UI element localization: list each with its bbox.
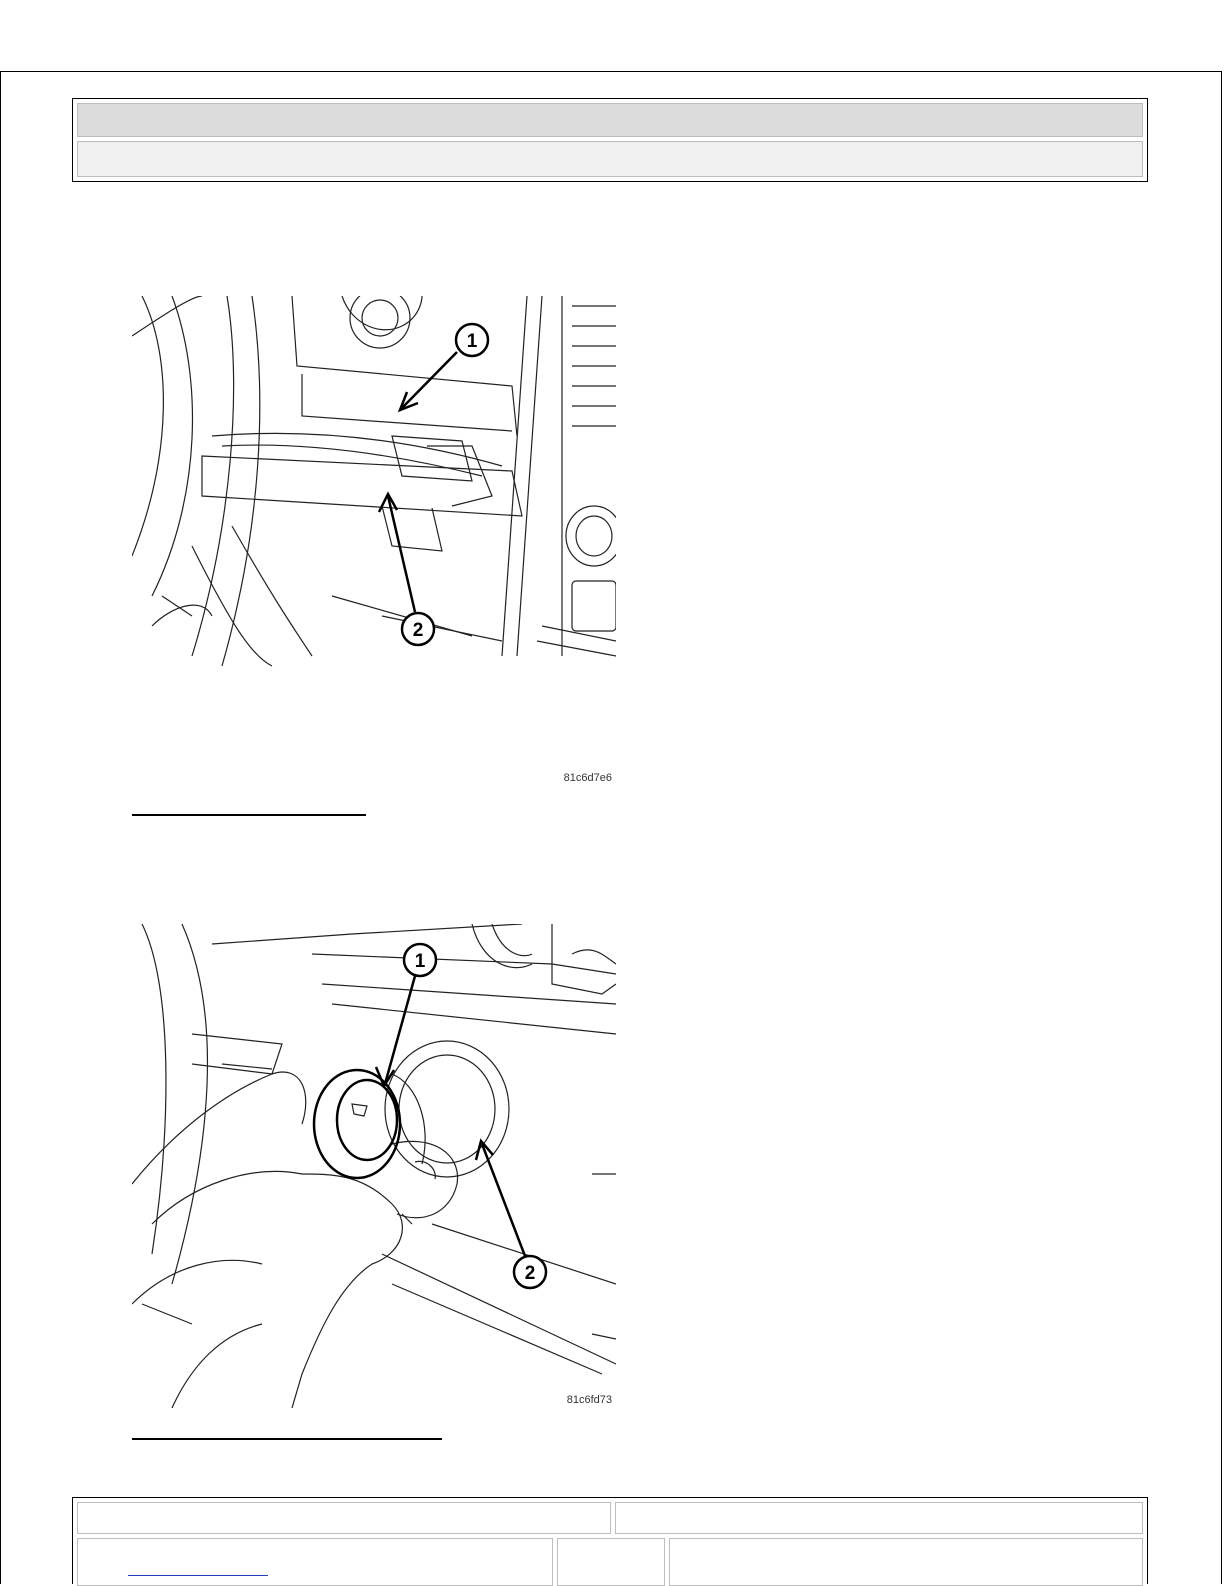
figure-1-code: 81c6d7e6 <box>563 772 612 784</box>
header-table <box>72 98 1148 182</box>
figure-2-drawing <box>132 924 616 1408</box>
footer-left-top <box>77 1502 611 1534</box>
footer-right-top <box>615 1502 1143 1534</box>
figure-1-callout-1: 1 <box>466 331 478 352</box>
figure-2-code: 81c6fd73 <box>566 1394 612 1406</box>
figure-2-caption[interactable] <box>132 1418 442 1440</box>
figure-1-drawing <box>132 296 616 786</box>
header-subtitle <box>77 141 1143 177</box>
figure-1-illustration <box>132 296 616 786</box>
figure-2-callout-2: 2 <box>524 1263 536 1284</box>
footer-page-cell <box>557 1538 665 1586</box>
footer-link[interactable] <box>128 1555 268 1576</box>
figure-1-caption[interactable] <box>132 794 366 816</box>
header-title <box>77 103 1143 137</box>
figure-1-callout-2: 2 <box>412 620 424 641</box>
footer-right-bottom <box>669 1538 1143 1586</box>
footer-link-cell <box>77 1538 553 1586</box>
footer-table <box>72 1497 1148 1584</box>
figure-2-illustration <box>132 924 616 1408</box>
figure-2-callout-1: 1 <box>414 951 426 972</box>
